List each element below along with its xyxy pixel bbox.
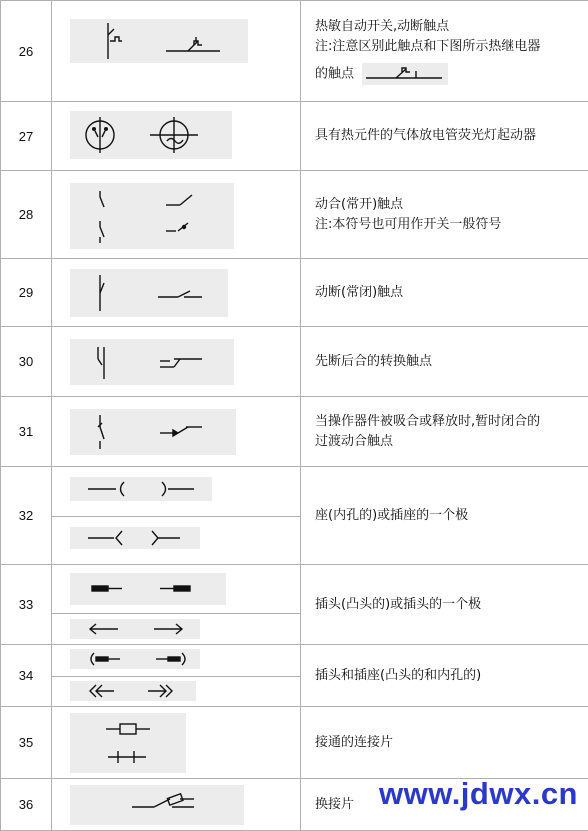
- description-line: 过渡动合触点: [315, 432, 588, 452]
- row-number: 27: [1, 102, 52, 171]
- symbol-cell: [52, 102, 301, 171]
- table-row: [1, 645, 588, 707]
- plug-and-socket-icon: [70, 681, 196, 701]
- socket-pole-icon: [70, 527, 200, 549]
- description-line: 热敏自动开关,动断触点: [315, 17, 588, 37]
- description-line: 注:本符号也可用作开关一般符号: [315, 215, 588, 235]
- socket-pole-icon: [70, 477, 212, 501]
- description-line: 动合(常开)触点: [315, 195, 588, 215]
- description-cell: [301, 259, 588, 327]
- changeover-link-icon: [70, 785, 244, 825]
- symbol-cell: [52, 171, 301, 259]
- description-line: 动断(常闭)触点: [315, 283, 588, 303]
- row-number: 35: [1, 707, 52, 779]
- description-cell: [301, 327, 588, 397]
- changeover-contact-icon: [70, 339, 234, 385]
- symbol-cell: [52, 259, 301, 327]
- symbol-cell: [52, 707, 301, 779]
- symbol-cell: [52, 565, 301, 645]
- watermark-text: www.jdwx.cn: [379, 776, 578, 812]
- row-number: 29: [1, 259, 52, 327]
- no-contact-icon: [70, 183, 234, 249]
- row-number: 33: [1, 565, 52, 645]
- description-cell: [301, 645, 588, 707]
- row-number: 36: [1, 779, 52, 831]
- cell-divider: [52, 516, 300, 517]
- closed-link-icon: [70, 713, 186, 773]
- description-line: 先断后合的转换触点: [315, 352, 588, 372]
- row-number: 26: [1, 1, 52, 102]
- symbol-cell: [52, 779, 301, 831]
- fluorescent-starter-icon: [70, 111, 232, 159]
- table-row: [1, 565, 588, 645]
- symbol-cell: [52, 327, 301, 397]
- table-row: [1, 171, 588, 259]
- symbol-cell: [52, 645, 301, 707]
- table-row: [1, 467, 588, 565]
- table-row: [1, 327, 588, 397]
- table-row: [1, 259, 588, 327]
- plug-and-socket-icon: [70, 649, 200, 669]
- thermal-relay-contact-icon: [362, 63, 448, 85]
- table-row: [1, 397, 588, 467]
- description-cell: [301, 171, 588, 259]
- passing-make-contact-icon: [70, 409, 236, 455]
- table-row: [1, 1, 588, 102]
- description-line: 插头和插座(凸头的和内孔的): [315, 666, 588, 686]
- table-row: [1, 102, 588, 171]
- description-cell: [301, 707, 588, 779]
- symbol-cell: [52, 1, 301, 102]
- cell-divider: [52, 676, 300, 677]
- row-number: 30: [1, 327, 52, 397]
- description-line: 换接片: [315, 795, 588, 815]
- description-line: 具有热元件的气体放电管荧光灯起动器: [315, 126, 588, 146]
- description-cell: [301, 102, 588, 171]
- plug-pole-icon: [70, 619, 200, 639]
- description-line: 的触点: [315, 67, 354, 82]
- description-line: 插头(凸头的)或插头的一个极: [315, 595, 588, 615]
- row-number: 32: [1, 467, 52, 565]
- symbol-cell: [52, 397, 301, 467]
- symbol-cell: [52, 467, 301, 565]
- description-cell: [301, 565, 588, 645]
- description-line: 注:注意区别此触点和下图所示热继电器: [315, 37, 588, 57]
- description-line: 接通的连接片: [315, 733, 588, 753]
- row-number: 34: [1, 645, 52, 707]
- description-cell: [301, 397, 588, 467]
- nc-contact-icon: [70, 269, 228, 317]
- plug-pole-icon: [70, 573, 226, 605]
- row-number: 31: [1, 397, 52, 467]
- table-row: [1, 707, 588, 779]
- description-cell: [301, 467, 588, 565]
- thermal-auto-switch-nc-icon: [70, 19, 248, 63]
- description-line: 当操作器件被吸合或释放时,暂时闭合的: [315, 412, 588, 432]
- cell-divider: [52, 613, 300, 614]
- description-line: 座(内孔的)或插座的一个极: [315, 506, 588, 526]
- row-number: 28: [1, 171, 52, 259]
- description-cell: [301, 1, 588, 102]
